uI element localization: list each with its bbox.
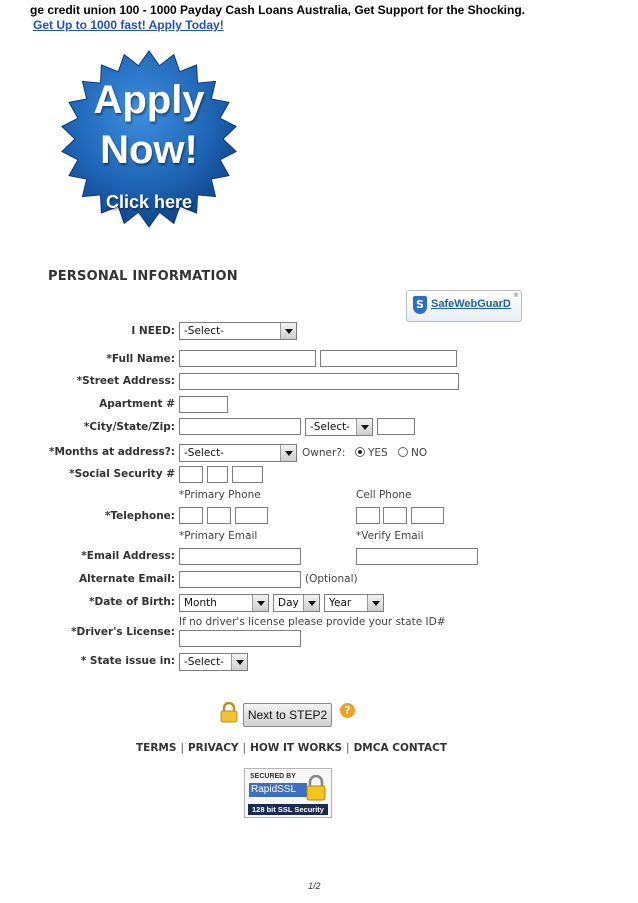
zip-input[interactable] [377, 418, 415, 435]
owner-label: Owner?: [302, 447, 346, 459]
chevron-down-icon [252, 595, 268, 611]
full-name-label: *Full Name: [106, 353, 175, 365]
first-name-input[interactable] [179, 350, 316, 367]
dob-day-value: Day [278, 597, 299, 609]
optional-text: (Optional) [305, 573, 358, 585]
i-need-select-value: -Select- [184, 325, 224, 337]
dob-year-value: Year [329, 597, 352, 609]
cell-phone-prefix-input[interactable] [383, 507, 407, 524]
primary-email-input[interactable] [179, 548, 301, 565]
ssn-part1-input[interactable] [179, 466, 203, 483]
footer-link-how-it-works[interactable]: HOW IT WORKS [250, 742, 343, 754]
footer-separator: | [242, 742, 247, 754]
state-issue-select[interactable] [179, 653, 248, 671]
months-select-value: -Select- [184, 447, 224, 459]
apartment-label: Apartment # [99, 398, 175, 410]
footer-separator: | [346, 742, 350, 754]
section-title: PERSONAL INFORMATION [48, 269, 238, 284]
ssn-part2-input[interactable] [207, 466, 228, 483]
footer-separator: | [180, 742, 184, 754]
primary-phone-prefix-input[interactable] [207, 507, 231, 524]
apply-today-link[interactable]: Get Up to 1000 fast! Apply Today! [33, 18, 224, 32]
drivers-license-input[interactable] [179, 630, 301, 647]
chevron-down-icon [231, 654, 247, 670]
alternate-email-input[interactable] [179, 571, 301, 588]
telephone-label: *Telephone: [104, 510, 175, 522]
page-title: ge credit union 100 - 1000 Payday Cash Loans Australia, Get Support for the Shocking. [30, 3, 526, 17]
verify-email-input[interactable] [356, 548, 478, 565]
verify-email-caption: *Verify Email [356, 530, 424, 542]
dob-month-value: Month [184, 597, 217, 609]
city-input[interactable] [179, 418, 301, 435]
chevron-down-icon [303, 595, 319, 611]
months-at-address-select[interactable] [179, 444, 297, 462]
alternate-email-label: Alternate Email: [79, 573, 175, 585]
dob-month-select[interactable] [179, 594, 269, 612]
owner-no-radio[interactable] [398, 447, 408, 457]
street-address-label: *Street Address: [76, 375, 175, 387]
email-address-label: *Email Address: [81, 550, 175, 562]
state-issue-label: * State issue in: [80, 655, 175, 667]
badge-click-text: Click here [105, 192, 193, 212]
chevron-down-icon [280, 323, 296, 339]
date-of-birth-label: *Date of Birth: [89, 596, 175, 608]
license-note: If no driver's license please provide your state ID# [179, 616, 446, 628]
lock-icon [220, 702, 238, 723]
ssn-label: *Social Security # [69, 468, 175, 480]
dob-year-select[interactable] [324, 594, 384, 612]
primary-phone-caption: *Primary Phone [179, 489, 261, 501]
primary-phone-area-input[interactable] [179, 507, 203, 524]
primary-phone-line-input[interactable] [235, 507, 268, 524]
state-select-value: -Select- [310, 421, 350, 433]
owner-yes-radio[interactable] [355, 447, 365, 457]
i-need-label: I NEED: [131, 325, 175, 337]
safewebguard-badge[interactable] [406, 290, 522, 322]
padlock-icon [305, 775, 327, 801]
cell-phone-line-input[interactable] [411, 507, 444, 524]
owner-no-label: NO [411, 447, 428, 459]
cell-phone-area-input[interactable] [356, 507, 380, 524]
next-step-button[interactable]: Next to STEP2 [243, 703, 332, 727]
state-select[interactable] [305, 418, 373, 436]
rapidssl-seal[interactable] [244, 768, 332, 818]
chevron-down-icon [280, 445, 296, 461]
footer-link-privacy[interactable]: PRIVACY [187, 742, 239, 754]
last-name-input[interactable] [320, 350, 457, 367]
footer-link-terms[interactable]: TERMS [136, 742, 177, 754]
safewebguard-label: SafeWebGuarD [431, 298, 511, 310]
months-at-address-label: *Months at address?: [49, 446, 175, 458]
dob-day-select[interactable] [273, 594, 320, 612]
badge-apply-text: Apply [93, 78, 205, 122]
owner-yes-label: YES [368, 447, 388, 459]
apartment-input[interactable] [179, 396, 228, 413]
ssl-security-text: 128 bit SSL Security [248, 804, 328, 815]
chevron-down-icon [367, 595, 383, 611]
chevron-down-icon [356, 419, 372, 435]
help-icon[interactable]: ? [340, 703, 355, 718]
footer-links [136, 742, 447, 754]
drivers-license-label: *Driver's License: [71, 626, 175, 638]
footer-link-dmca-contact[interactable]: DMCA CONTACT [353, 742, 448, 754]
ssl-secured-by-text: SECURED BY [250, 773, 296, 780]
ssl-brand-text: RapidSSL [249, 783, 307, 797]
primary-email-caption: *Primary Email [179, 530, 258, 542]
badge-now-text: Now! [100, 128, 198, 172]
street-address-input[interactable] [179, 373, 459, 390]
registered-mark: ® [513, 292, 519, 299]
state-issue-value: -Select- [184, 656, 224, 668]
ssn-part3-input[interactable] [232, 466, 263, 483]
page-number: 1/2 [308, 881, 321, 891]
i-need-select[interactable] [179, 322, 297, 340]
city-state-zip-label: *City/State/Zip: [83, 421, 175, 433]
shield-icon: S [413, 296, 427, 314]
cell-phone-caption: Cell Phone [356, 489, 412, 501]
apply-now-badge[interactable] [58, 36, 240, 241]
